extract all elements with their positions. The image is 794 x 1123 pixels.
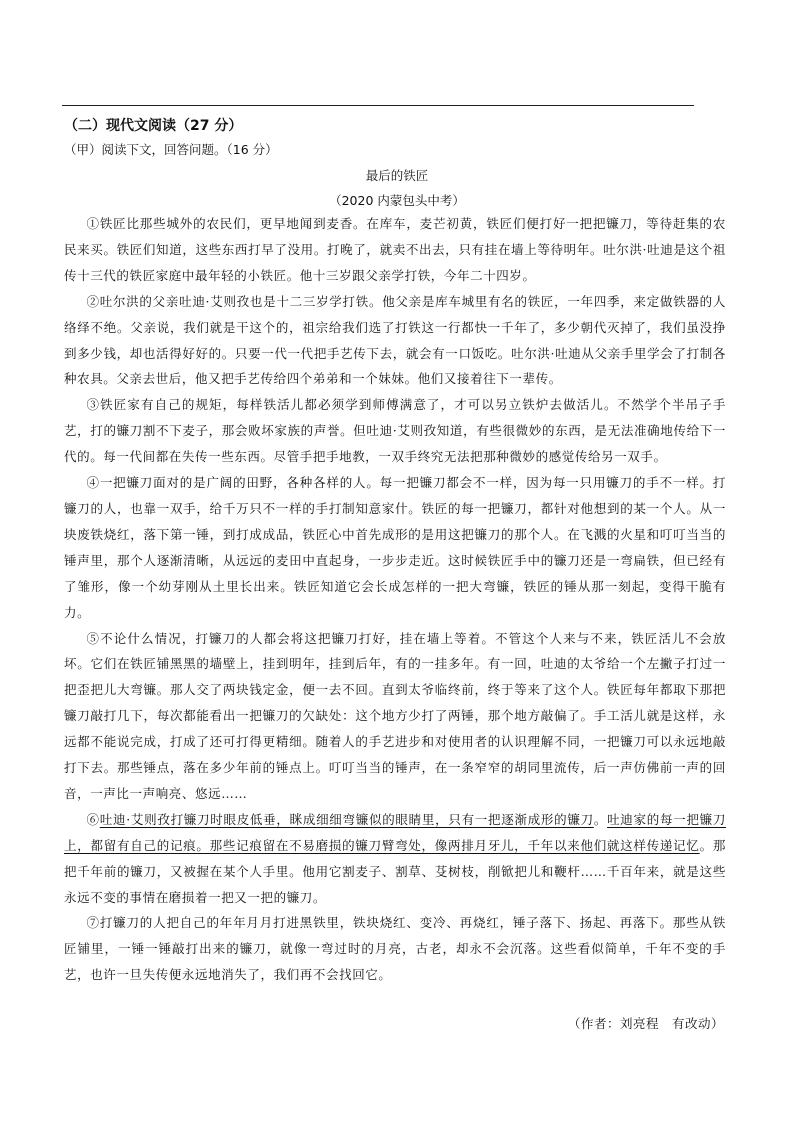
article-body [64, 211, 726, 988]
paragraph-2: ②吐尔洪的父亲吐迪·艾则孜也是十二三岁学打铁。他父亲是库车城里有名的铁匠，一年四季，来定做铁器的人络绎不绝。父亲说，我们就是干这个的，祖宗给我们选了打铁这一行都快一千年了，多少朝代灭掉了，我们虽没挣到多少钱，却也活得好好的。只要一代一代把手艺传下去，就会有一口饭吃。吐尔洪·吐迪从父亲手里学会了打制各种农具。父亲去世后，他又把手艺传给四个弟弟和一个妹妹。他们又接着往下一辈传。 [64, 293, 726, 387]
paragraph-6 [64, 807, 726, 911]
paragraph-1: ①铁匠比那些城外的农民们，更早地闻到麦香。在库车，麦芒初黄，铁匠们便打好一把把镰刀，等待赶集的农民来买。铁匠们知道，这些东西打早了没用。打晚了，就卖不出去，只有挂在墙上等待明年。吐尔洪·吐迪是这个祖传十三代的铁匠家庭中最年轻的小铁匠。他十三岁跟父亲学打铁，今年二十四岁。 [64, 216, 726, 283]
reading-instruction: （甲）阅读下文，回答问题。（16 分） [64, 142, 278, 157]
article-source: （2020 内蒙包头中考） [329, 193, 465, 208]
top-divider [62, 105, 694, 106]
paragraph-7: ⑦打镰刀的人把自己的年年月月打进黑铁里，铁块烧红、变冷、再烧红，锤子落下、扬起、再落下。那些从铁匠铺里，一锤一锤敲打出来的镰刀，就像一弯过时的月亮，古老，却永不会沉落。这些看似简单，千年不变的手艺，也许一旦失传便永远地消失了，我们再不会找回它。 [64, 915, 726, 983]
section-title: （二）现代文阅读（27 分） [64, 118, 243, 134]
paragraph-3: ③铁匠家有自己的规矩，每样铁活儿都必须学到师傅满意了，才可以另立铁炉去做活儿。不然学个半吊子手艺，打的镰刀割不下麦子，那会败坏家族的声誉。但吐迪·艾则孜知道，有些很微妙的东西，是无法准确地传给下一代的。每一代间都在失传一些东西。尽管手把手地教，一双手终究无法把那种微妙的感觉传给另一双手。 [64, 397, 726, 465]
underlined-sentence-2: 吐迪家的每一把镰刀上，都留有自己的记痕。那些记痕留在不易磨损的镰刀臂弯处，像两排月牙儿，千年以来他们就这样传递记忆 [64, 811, 726, 853]
underlined-sentence-1: 吐迪·艾则孜打镰刀时眼皮低垂，眯成细细弯镰似的眼睛里，只有一把逐渐成形的镰刀 [99, 811, 594, 827]
paragraph-6-rest: 。那把千年前的镰刀，又被握在某个人手里。他用它割麦子、割草、芟树枝，削锨把儿和鞭杆……千百年来，就是这些永远不变的事情在磨损着一把又一把的镰刀。 [64, 837, 726, 905]
paragraph-6-number: ⑥ [86, 811, 100, 827]
paragraph-4: ④一把镰刀面对的是广阔的田野，各种各样的人。每一把镰刀都会不一样，因为每一只用镰刀的手不一样。打镰刀的人，也靠一双手，给千万只不一样的手打制知意家什。铁匠的每一把镰刀，都针对他想到的某一个人。从一块废铁烧红，落下第一锤，到打成成品，铁匠心中首先成形的是用这把镰刀的那个人。在飞溅的火星和叮叮当当的锤声里，那个人逐渐清晰，从远远的麦田中直起身，一步步走近。这时候铁匠手中的镰刀还是一弯扁铁，但已经有了雏形，像一个幼芽刚从土里长出来。铁匠知道它会长成怎样的一把大弯镰，铁匠的锤从那一刻起，变得干脆有力。 [64, 475, 726, 620]
author-note: （作者：刘亮程 有改动） [567, 1016, 724, 1031]
paragraph-6-period: 。 [593, 811, 608, 827]
paragraph-5: ⑤不论什么情况，打镰刀的人都会将这把镰刀打好，挂在墙上等着。不管这个人来与不来，铁匠活儿不会放坏。它们在铁匠铺黑黑的墙壁上，挂到明年，挂到后年，有的一挂多年。有一回，吐迪的太爷给一个左撇子打过一把歪把儿大弯镰。那人交了两块钱定金，便一去不回。直到太爷临终前，终于等来了这个人。铁匠每年都取下那把镰刀敲打几下，每次都能看出一把镰刀的欠缺处：这个地方少打了两锤，那个地方敲偏了。手工活儿就是这样，永远都不能说完成，打成了还可打得更精细。随着人的手艺进步和对使用者的认识理解不同，一把镰刀可以永远地敲打下去。那些锤点，落在多少年前的锤点上。叮叮当当的锤声，在一条窄窄的胡同里流传，后一声仿佛前一声的回音，一声比一声响亮、悠远…… [64, 630, 726, 801]
article-title: 最后的铁匠 [365, 168, 429, 183]
